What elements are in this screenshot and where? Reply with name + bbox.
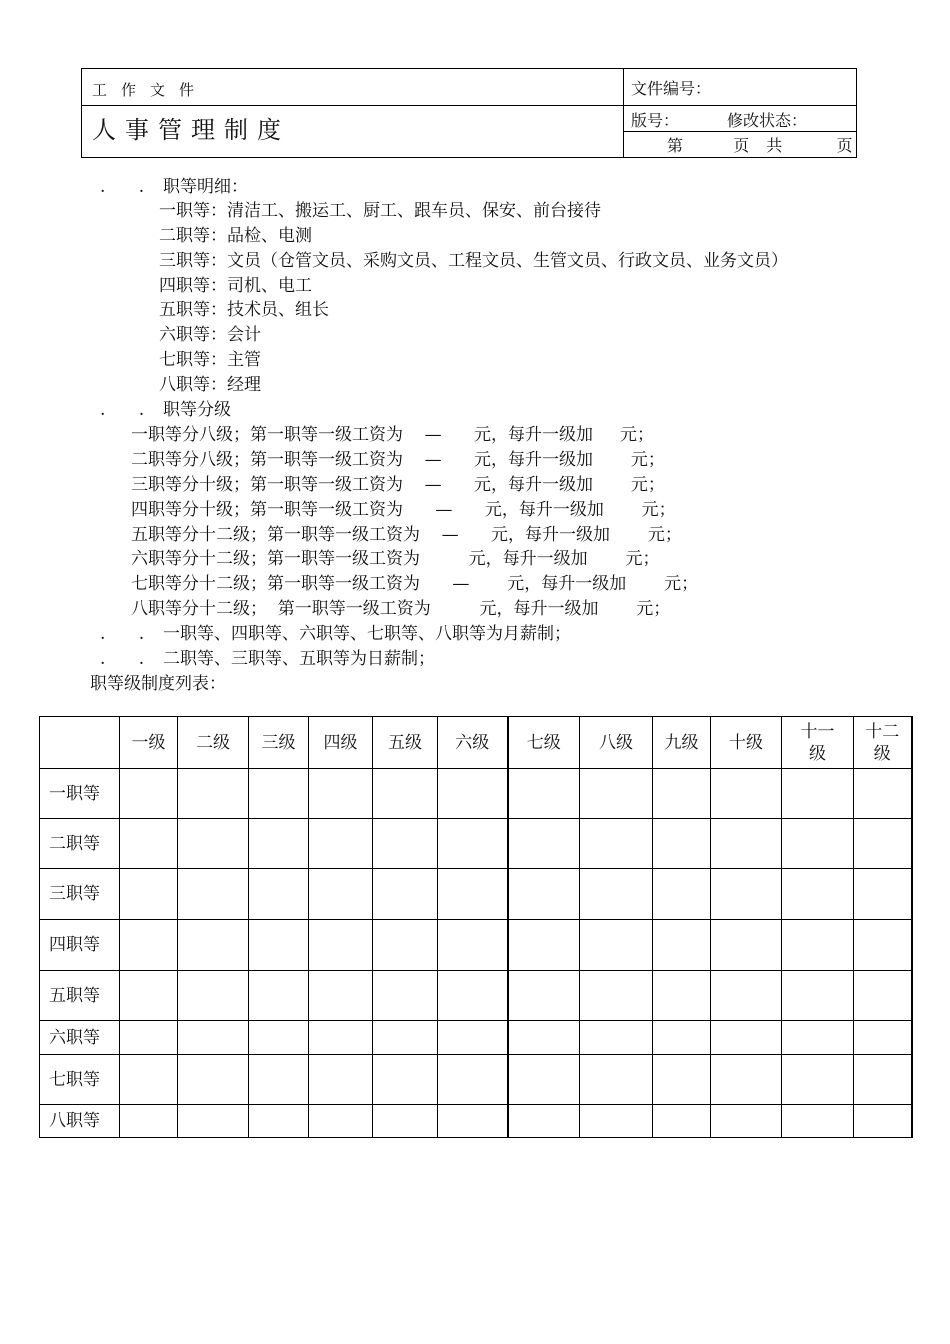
column-header-top: 十二 xyxy=(865,721,900,742)
cell xyxy=(373,1055,438,1105)
column-header: 八级 xyxy=(580,717,653,769)
doc-number-label: 文件编号： xyxy=(631,79,712,98)
cell xyxy=(580,1105,653,1138)
cell xyxy=(438,819,508,869)
cell xyxy=(438,920,508,971)
table-row xyxy=(40,920,912,971)
cell xyxy=(309,920,373,971)
detail-line: 六职等：会计 xyxy=(159,325,261,345)
page-di: 第 xyxy=(667,136,684,155)
cell xyxy=(178,869,249,920)
cell xyxy=(309,1055,373,1105)
cell xyxy=(653,769,711,819)
cell xyxy=(249,971,309,1021)
page-ye-gong: 页 共 xyxy=(733,136,789,155)
cell xyxy=(782,819,854,869)
corner-cell xyxy=(40,717,120,769)
cell xyxy=(373,769,438,819)
column-header-bottom: 级 xyxy=(873,743,891,764)
cell xyxy=(854,1021,912,1055)
cell xyxy=(580,1055,653,1105)
cell xyxy=(249,769,309,819)
cell xyxy=(438,1021,508,1055)
detail-line: 二职等：品检、电测 xyxy=(159,226,312,246)
cell xyxy=(120,869,178,920)
cell xyxy=(309,769,373,819)
detail-line: 三职等：文员（仓管文员、采购文员、工程文员、生管文员、行政文员、业务文员） xyxy=(159,251,788,271)
cell xyxy=(178,971,249,1021)
section-text: 一职等、四职等、六职等、七职等、八职等为月薪制； xyxy=(163,624,571,644)
cell xyxy=(653,1021,711,1055)
section-title: 职等明细： xyxy=(163,177,248,197)
cell xyxy=(309,869,373,920)
grading-line: 五职等分十二级；第一职等一级工资为 — 元，每升一级加 元； xyxy=(131,525,682,545)
cell xyxy=(309,971,373,1021)
cell xyxy=(782,920,854,971)
cell xyxy=(120,971,178,1021)
table-row xyxy=(40,869,912,920)
document-header xyxy=(81,68,857,158)
cell xyxy=(249,920,309,971)
cell xyxy=(508,769,580,819)
row-header: 八职等 xyxy=(40,1105,120,1138)
detail-line: 七职等：主管 xyxy=(159,350,261,370)
grade-table xyxy=(39,716,913,1138)
cell xyxy=(782,1021,854,1055)
cell xyxy=(580,819,653,869)
cell xyxy=(653,869,711,920)
header-divider xyxy=(623,69,624,157)
table-row xyxy=(40,1021,912,1055)
section-text: 二职等、三职等、五职等为日薪制； xyxy=(163,649,435,669)
doc-title: 人事管理制度 xyxy=(92,116,290,144)
cell xyxy=(178,1021,249,1055)
column-header: 七级 xyxy=(508,717,580,769)
cell xyxy=(580,971,653,1021)
detail-line: 五职等：技术员、组长 xyxy=(159,300,329,320)
cell xyxy=(508,869,580,920)
row-header: 六职等 xyxy=(40,1021,120,1055)
cell xyxy=(508,1105,580,1138)
cell xyxy=(653,1055,711,1105)
grading-line: 八职等分十二级； 第一职等一级工资为 元，每升一级加 元； xyxy=(131,599,671,619)
column-header: 六级 xyxy=(438,717,508,769)
cell xyxy=(782,1105,854,1138)
cell xyxy=(373,869,438,920)
cell xyxy=(854,1055,912,1105)
cell xyxy=(854,920,912,971)
cell xyxy=(178,1055,249,1105)
row-header: 二职等 xyxy=(40,819,120,869)
column-header: 四级 xyxy=(309,717,373,769)
cell xyxy=(653,1105,711,1138)
page-counter xyxy=(667,133,853,156)
cell xyxy=(373,819,438,869)
row-header: 五职等 xyxy=(40,971,120,1021)
cell xyxy=(508,971,580,1021)
cell xyxy=(178,769,249,819)
detail-line: 八职等：经理 xyxy=(159,375,261,395)
column-header-bottom: 级 xyxy=(809,743,826,764)
column-header: 一级 xyxy=(120,717,178,769)
column-header: 十级 xyxy=(711,717,782,769)
cell xyxy=(782,971,854,1021)
cell xyxy=(249,1055,309,1105)
row-header: 七职等 xyxy=(40,1055,120,1105)
cell xyxy=(438,1055,508,1105)
cell xyxy=(373,1105,438,1138)
cell xyxy=(711,819,782,869)
table-row xyxy=(40,971,912,1021)
row-header: 一职等 xyxy=(40,769,120,819)
grading-line: 三职等分十级；第一职等一级工资为 — 元，每升一级加 元； xyxy=(131,475,665,495)
cell xyxy=(120,920,178,971)
column-header: 九级 xyxy=(653,717,711,769)
cell xyxy=(580,869,653,920)
cell xyxy=(854,769,912,819)
grading-line: 一职等分八级；第一职等一级工资为 — 元，每升一级加 元； xyxy=(131,425,655,445)
cell xyxy=(120,769,178,819)
cell xyxy=(438,769,508,819)
section-title: 职等分级 xyxy=(163,400,231,420)
column-header-top: 十一 xyxy=(800,721,835,742)
table-header-row xyxy=(40,717,912,769)
doc-type: 工作文件 xyxy=(92,81,209,99)
table-row xyxy=(40,819,912,869)
cell xyxy=(508,819,580,869)
detail-line: 四职等：司机、电工 xyxy=(159,276,312,296)
cell xyxy=(438,971,508,1021)
cell xyxy=(438,869,508,920)
page-ye: 页 xyxy=(836,136,853,155)
cell xyxy=(653,819,711,869)
cell xyxy=(309,1105,373,1138)
cell xyxy=(711,769,782,819)
section-number: . . xyxy=(100,177,159,197)
section-number: . . xyxy=(100,624,159,644)
cell xyxy=(249,1021,309,1055)
cell xyxy=(854,1105,912,1138)
cell xyxy=(178,819,249,869)
cell xyxy=(653,971,711,1021)
cell xyxy=(373,1021,438,1055)
cell xyxy=(309,1021,373,1055)
cell xyxy=(120,819,178,869)
cell xyxy=(711,869,782,920)
cell xyxy=(309,819,373,869)
row-header: 三职等 xyxy=(40,869,120,920)
cell xyxy=(508,920,580,971)
row-header: 四职等 xyxy=(40,920,120,971)
cell xyxy=(782,869,854,920)
cell xyxy=(854,971,912,1021)
column-header: 三级 xyxy=(249,717,309,769)
cell xyxy=(508,1021,580,1055)
table-caption: 职等级制度列表： xyxy=(90,674,226,694)
cell xyxy=(438,1105,508,1138)
cell xyxy=(782,1055,854,1105)
cell xyxy=(249,819,309,869)
cell xyxy=(580,1021,653,1055)
section-number: . . xyxy=(100,400,159,420)
revision-label: 修改状态： xyxy=(727,111,808,130)
cell xyxy=(711,920,782,971)
column-header: 五级 xyxy=(373,717,438,769)
column-header xyxy=(782,717,854,769)
cell xyxy=(178,920,249,971)
table-row xyxy=(40,1105,912,1138)
cell xyxy=(711,1021,782,1055)
cell xyxy=(373,920,438,971)
grading-line: 六职等分十二级；第一职等一级工资为 元，每升一级加 元； xyxy=(131,549,660,569)
cell xyxy=(711,1105,782,1138)
header-divider xyxy=(82,105,856,106)
cell xyxy=(580,920,653,971)
cell xyxy=(854,869,912,920)
grading-line: 四职等分十级；第一职等一级工资为 — 元，每升一级加 元； xyxy=(131,500,676,520)
grading-line: 七职等分十二级；第一职等一级工资为 — 元，每升一级加 元； xyxy=(131,574,699,594)
version-label: 版号： xyxy=(631,111,680,130)
header-divider xyxy=(623,131,856,132)
column-header xyxy=(854,717,912,769)
cell xyxy=(711,1055,782,1105)
cell xyxy=(711,971,782,1021)
table-row xyxy=(40,1055,912,1105)
cell xyxy=(249,1105,309,1138)
cell xyxy=(373,971,438,1021)
cell xyxy=(249,869,309,920)
cell xyxy=(120,1055,178,1105)
section-number: . . xyxy=(100,649,159,669)
cell xyxy=(508,1055,580,1105)
cell xyxy=(178,1105,249,1138)
cell xyxy=(120,1105,178,1138)
detail-line: 一职等：清洁工、搬运工、厨工、跟车员、保安、前台接待 xyxy=(159,201,601,221)
cell xyxy=(653,920,711,971)
column-header: 二级 xyxy=(178,717,249,769)
cell xyxy=(580,769,653,819)
cell xyxy=(120,1021,178,1055)
cell xyxy=(782,769,854,819)
cell xyxy=(854,819,912,869)
grading-line: 二职等分八级；第一职等一级工资为 — 元，每升一级加 元； xyxy=(131,450,665,470)
table-row xyxy=(40,769,912,819)
